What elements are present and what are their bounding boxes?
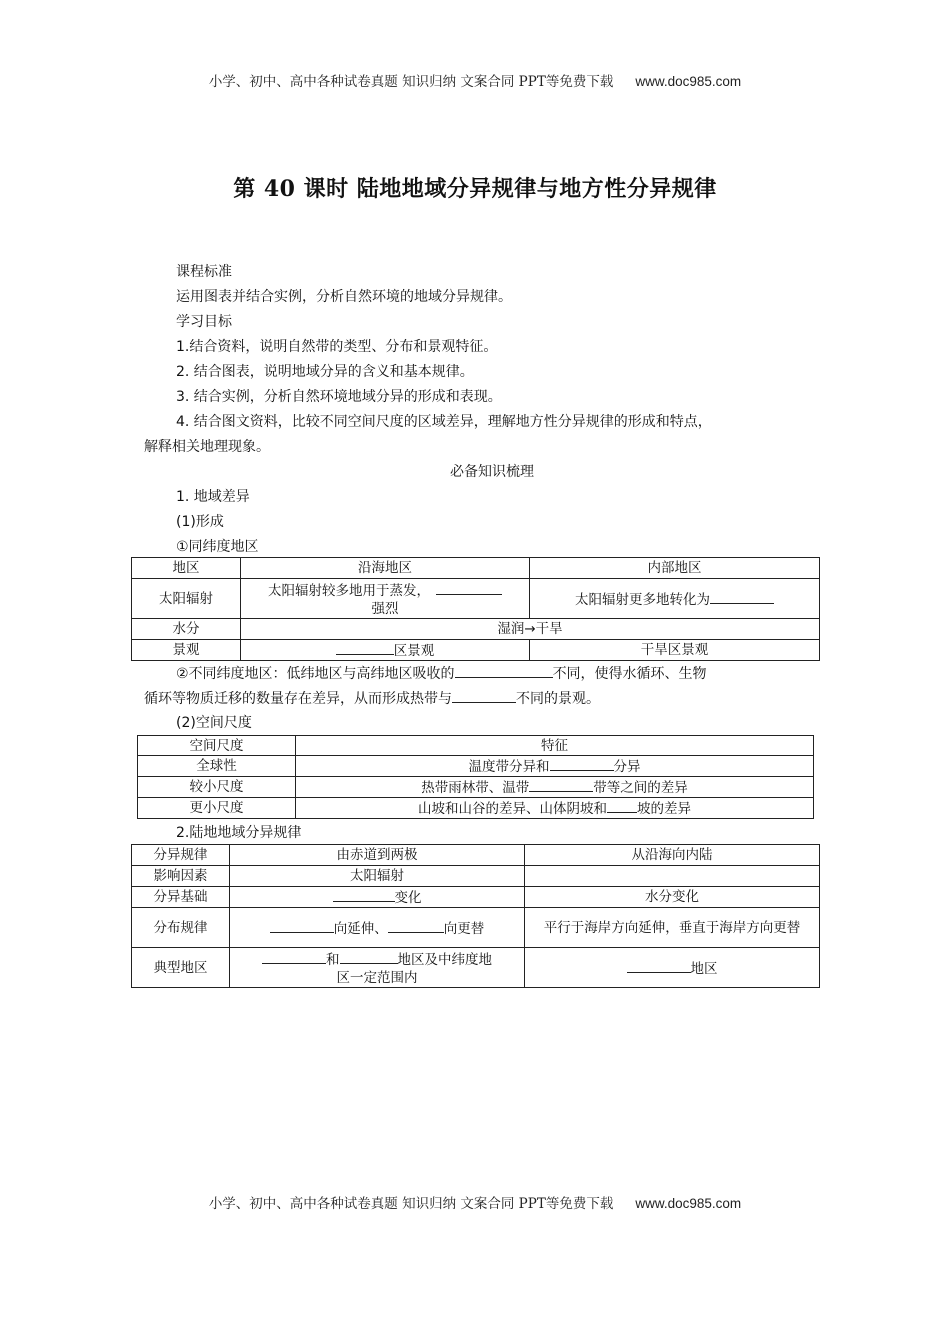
answer-blank[interactable] xyxy=(607,798,637,813)
table-cell xyxy=(230,887,525,908)
table-cell xyxy=(241,640,530,661)
footer-site[interactable]: www.doc985.com xyxy=(635,1196,742,1211)
table-spatial-scale xyxy=(137,735,814,819)
answer-blank[interactable] xyxy=(455,663,553,678)
answer-blank[interactable] xyxy=(436,580,502,595)
table-header: 分异规律 xyxy=(132,845,230,866)
cell-text: 地区 xyxy=(690,960,718,977)
table-cell xyxy=(296,777,814,798)
cell-text: 温度带分异和 xyxy=(468,759,550,775)
paragraph-text: 不同，使得水循环、生物 xyxy=(552,666,707,682)
table-cell xyxy=(525,948,820,988)
answer-blank[interactable] xyxy=(340,949,398,964)
cell-text: 坡的差异 xyxy=(637,801,691,817)
row-label: 较小尺度 xyxy=(138,777,296,798)
table-cell: 湿润→干旱 xyxy=(241,619,820,640)
answer-blank[interactable] xyxy=(627,958,691,973)
answer-blank[interactable] xyxy=(529,777,593,792)
answer-blank[interactable] xyxy=(550,756,614,771)
cell-text: 太阳辐射较多地用于蒸发， xyxy=(268,582,430,599)
cell-text: 带等之间的差异 xyxy=(593,780,688,796)
table-cell xyxy=(296,798,814,819)
standard-text: 运用图表并结合实例，分析自然环境的地域分异规律。 xyxy=(176,289,512,305)
diff-latitude-line1 xyxy=(176,663,707,684)
table-header: 由赤道到两极 xyxy=(230,845,525,866)
row-label: 典型地区 xyxy=(132,948,230,988)
answer-blank[interactable] xyxy=(333,887,395,902)
page-footer xyxy=(0,1192,950,1212)
answer-blank[interactable] xyxy=(452,688,516,703)
standard-heading: 课程标准 xyxy=(176,264,232,280)
answer-blank[interactable] xyxy=(336,640,394,655)
table-cell: 平行于海岸方向延伸，垂直于海岸方向更替 xyxy=(525,908,820,948)
row-label: 全球性 xyxy=(138,756,296,777)
row-label: 景观 xyxy=(132,640,241,661)
part2-heading: 2.陆地地域分异规律 xyxy=(176,825,302,841)
cell-text: 区一定范围内 xyxy=(336,969,418,986)
table-cell xyxy=(230,948,525,988)
goals-heading: 学习目标 xyxy=(176,314,232,330)
table-header: 内部地区 xyxy=(530,558,820,579)
table-header: 空间尺度 xyxy=(138,736,296,756)
table-header: 沿海地区 xyxy=(241,558,530,579)
table-cell xyxy=(241,579,530,619)
table-cell xyxy=(525,866,820,887)
cell-text: 山坡和山谷的差异、山体阴坡和 xyxy=(418,801,607,817)
goal-2: 2. 结合图表，说明地域分异的含义和基本规律。 xyxy=(176,364,474,380)
page-title: 第 40 课时 陆地地域分异规律与地方性分异规律 xyxy=(233,176,717,202)
part1-sub1a: ①同纬度地区 xyxy=(176,539,259,555)
goal-4-cont: 解释相关地理现象。 xyxy=(144,439,270,455)
header-text: 小学、初中、高中各种试卷真题 知识归纳 文案合同 PPT等免费下载 xyxy=(208,74,614,90)
goal-3: 3. 结合实例，分析自然环境地域分异的形成和表现。 xyxy=(176,389,502,405)
paragraph-text: 不同的景观。 xyxy=(516,691,600,707)
row-label: 影响因素 xyxy=(132,866,230,887)
table-header: 地区 xyxy=(132,558,241,579)
part1-sub1: (1)形成 xyxy=(176,514,224,530)
row-label: 更小尺度 xyxy=(138,798,296,819)
page-header xyxy=(0,70,950,90)
table-cell: 太阳辐射 xyxy=(230,866,525,887)
cell-text: 向更替 xyxy=(443,920,485,937)
goal-4: 4. 结合图文资料，比较不同空间尺度的区域差异，理解地方性分异规律的形成和特点， xyxy=(176,414,712,430)
answer-blank[interactable] xyxy=(262,949,326,964)
section-title: 必备知识梳理 xyxy=(450,464,534,480)
paragraph-text: 循环等物质迁移的数量存在差异，从而形成热带与 xyxy=(144,691,452,707)
row-label: 太阳辐射 xyxy=(132,579,241,619)
table-cell: 干旱区景观 xyxy=(530,640,820,661)
table-header: 从沿海向内陆 xyxy=(525,845,820,866)
table-land-differentiation xyxy=(131,844,820,988)
cell-text: 热带雨林带、温带 xyxy=(421,780,530,796)
row-label: 分布规律 xyxy=(132,908,230,948)
table-cell xyxy=(230,908,525,948)
footer-text: 小学、初中、高中各种试卷真题 知识归纳 文案合同 PPT等免费下载 xyxy=(208,1196,614,1212)
row-label: 水分 xyxy=(132,619,241,640)
part1-heading: 1. 地域差异 xyxy=(176,489,250,505)
cell-text: 强烈 xyxy=(371,600,399,617)
header-site[interactable]: www.doc985.com xyxy=(635,74,742,89)
cell-text: 分异 xyxy=(613,759,641,775)
table-header: 特征 xyxy=(296,736,814,756)
table-cell xyxy=(296,756,814,777)
row-label: 分异基础 xyxy=(132,887,230,908)
cell-text: 太阳辐射更多地转化为 xyxy=(575,591,710,608)
cell-text: 和 xyxy=(326,951,340,968)
cell-text: 向延伸、 xyxy=(333,920,388,937)
cell-text: 变化 xyxy=(394,890,422,906)
table-cell xyxy=(530,579,820,619)
goal-1: 1.结合资料，说明自然带的类型、分布和景观特征。 xyxy=(176,339,498,355)
part1-sub2: (2)空间尺度 xyxy=(176,715,252,731)
table-same-latitude xyxy=(131,557,820,661)
diff-latitude-line2 xyxy=(144,688,600,709)
cell-text: 区景观 xyxy=(393,643,435,659)
answer-blank[interactable] xyxy=(270,918,334,933)
table-cell: 水分变化 xyxy=(525,887,820,908)
answer-blank[interactable] xyxy=(388,918,444,933)
paragraph-text: ②不同纬度地区：低纬地区与高纬地区吸收的 xyxy=(176,666,455,682)
answer-blank[interactable] xyxy=(710,589,774,604)
cell-text: 地区及中纬度地 xyxy=(397,951,492,968)
